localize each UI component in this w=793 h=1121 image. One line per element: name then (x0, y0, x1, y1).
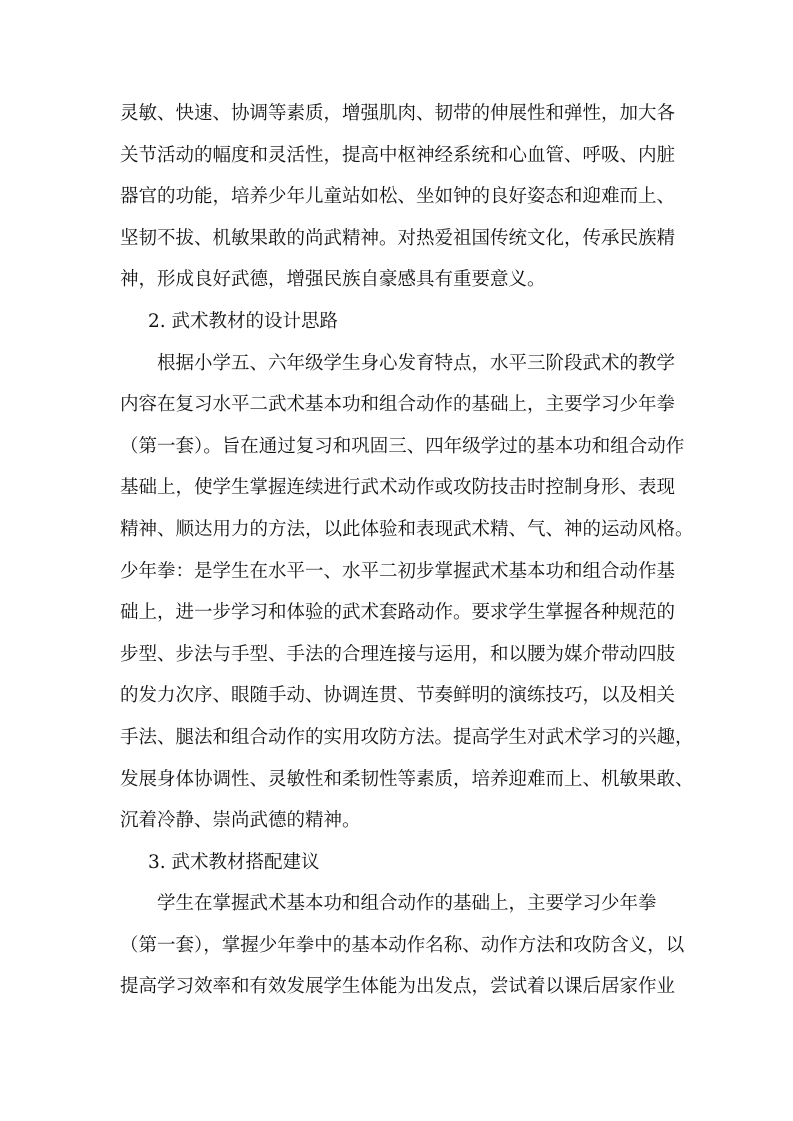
text-line: 沉着冷静、崇尚武德的精神。 (120, 810, 361, 832)
text-line: 少年拳：是学生在水平一、水平二初步掌握武术基本功和组合动作基 (120, 560, 676, 582)
text-line: 灵敏、快速、协调等素质，增强肌肉、韧带的伸展性和弹性，加大各 (120, 103, 676, 124)
text-line: 手法、腿法和组合动作的实用攻防方法。提高学生对武术学习的兴趣， (120, 726, 694, 748)
text-line: 精神、顺达用力的方法，以此体验和表现武术精、气、神的运动风格。 (120, 518, 694, 540)
text-line: 提高学习效率和有效发展学生体能为出发点，尝试着以课后居家作业 (120, 976, 676, 998)
text-line: 根据小学五、六年级学生身心发育特点，水平三阶段武术的教学 (157, 352, 676, 374)
text-line: （第一套），掌握少年拳中的基本动作名称、动作方法和攻防含义，以 (120, 934, 685, 956)
text-line: 基础上，使学生掌握连续进行武术动作或攻防技击时控制身形、表现 (120, 477, 676, 499)
section-heading-3: 3. 武术教材搭配建议 (148, 851, 320, 873)
document-body (120, 93, 694, 1008)
text-line: 神，形成良好武德，增强民族自豪感具有重要意义。 (120, 269, 546, 291)
text-line: 的发力次序、眼随手动、协调连贯、节奏鲜明的演练技巧，以及相关 (120, 685, 676, 707)
text-line: 步型、步法与手型、手法的合理连接与运用，和以腰为媒介带动四肢 (120, 643, 676, 665)
text-line: 器官的功能，培养少年儿童站如松、坐如钟的良好姿态和迎难而上、 (120, 186, 676, 208)
text-line: 内容在复习水平二武术基本功和组合动作的基础上，主要学习少年拳 (120, 394, 676, 416)
text-line: 坚韧不拔、机敏果敢的尚武精神。对热爱祖国传统文化，传承民族精 (120, 227, 676, 249)
text-line: 关节活动的幅度和灵活性，提高中枢神经系统和心血管、呼吸、内脏 (120, 144, 676, 166)
section-heading-2: 2. 武术教材的设计思路 (148, 310, 339, 332)
text-line: 础上，进一步学习和体验的武术套路动作。要求学生掌握各种规范的 (120, 602, 676, 624)
text-line: 学生在掌握武术基本功和组合动作的基础上，主要学习少年拳 (157, 893, 657, 915)
text-line: （第一套）。旨在通过复习和巩固三、四年级学过的基本功和组合动作 (120, 435, 685, 457)
text-line: 发展身体协调性、灵敏性和柔韧性等素质，培养迎难而上、机敏果敢、 (120, 768, 694, 790)
